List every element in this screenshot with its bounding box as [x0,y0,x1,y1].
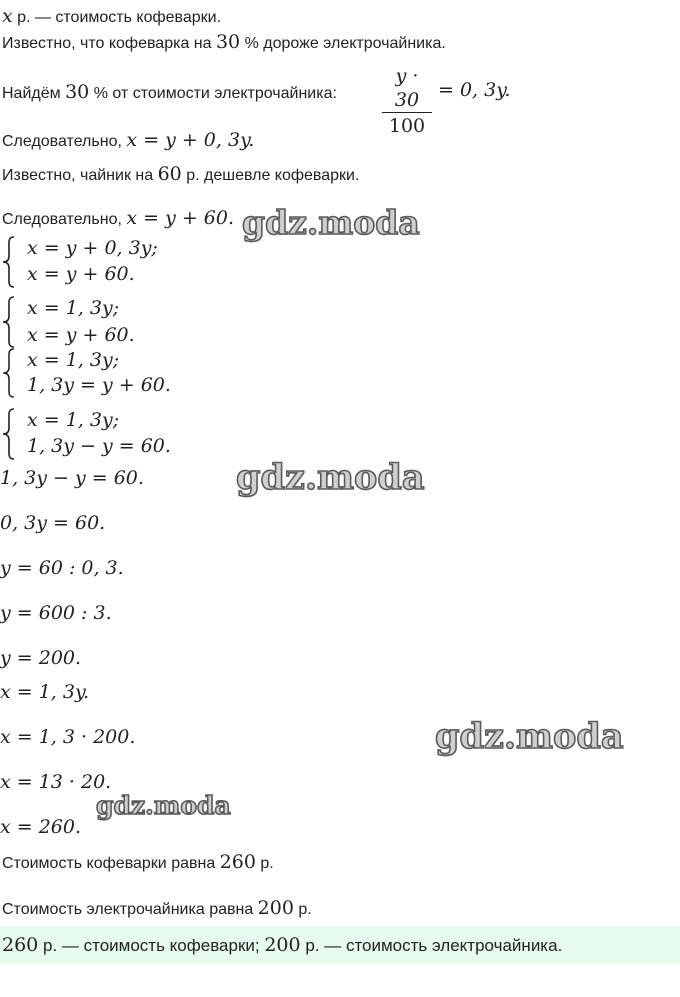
step-line: y = 200. [0,647,82,669]
answer-text-2: р. — стоимость электрочайника. [300,936,563,955]
system-4-eq-1: x = 1, 3y; [27,409,120,431]
conclusion-kettle-a: Стоимость электрочайника равна [2,901,258,918]
conclusion-coffee-b: р. [255,855,274,872]
fraction-result-text: = 0, 3y. [438,79,511,101]
watermark-logo: gdz.moda [435,716,624,757]
brace-icon [2,348,16,398]
system-4-eq-2: 1, 3y − y = 60. [27,435,171,457]
step-line: x = 13 · 20. [0,771,112,793]
intro-line-6-math: x = y + 60. [126,207,235,229]
answer-text-1: р. — стоимость кофеварки; [38,936,265,955]
brace-icon [2,236,16,288]
conclusion-coffee [2,852,274,874]
intro-line-3-b: % от стоимости электрочайника: [89,85,337,102]
fraction-result [438,80,510,102]
step-line: y = 60 : 0, 3. [0,557,124,579]
step-line: 0, 3y = 60. [0,512,106,534]
brace-icon [2,408,16,460]
intro-line-3 [2,82,337,104]
intro-line-5-num: 60 [157,163,182,185]
watermark-logo: gdz.moda [236,457,425,498]
brace-icon [2,296,16,348]
intro-line-3-num: 30 [65,81,90,103]
intro-line-6-text: Следовательно, [2,211,127,228]
intro-line-2 [2,32,446,54]
var-x: x [2,5,13,27]
intro-line-4 [2,130,254,152]
answer-num-2: 200 [264,934,301,956]
conclusion-coffee-num: 260 [219,851,256,873]
intro-line-5-b: р. дешевле кофеварки. [181,167,360,184]
answer-num-1: 260 [2,934,39,956]
system-3-eq-2: 1, 3y = y + 60. [27,374,171,396]
answer-text [2,934,562,957]
intro-line-5-a: Известно, чайник на [2,167,158,184]
watermark-logo: gdz.moda [96,791,231,820]
intro-line-5 [2,164,359,186]
conclusion-kettle [2,898,312,920]
conclusion-kettle-num: 200 [257,897,294,919]
conclusion-kettle-b: р. [293,901,312,918]
system-1-eq-2: x = y + 60. [27,263,135,285]
step-line: 1, 3y − y = 60. [0,467,144,489]
intro-line-6 [2,208,234,230]
step-line: x = 1, 3 · 200. [0,726,136,748]
intro-line-2-num: 30 [215,31,241,53]
intro-line-4-text: Следовательно, [2,133,127,150]
conclusion-coffee-a: Стоимость кофеварки равна [2,855,220,872]
system-3-eq-1: x = 1, 3y; [27,349,120,371]
answer-box [0,926,680,964]
intro-line-4-math: x = y + 0, 3y. [126,129,255,151]
fraction [381,64,433,139]
system-2-eq-1: x = 1, 3y; [27,297,120,319]
intro-line-2-a: Известно, что кофеварка на [2,35,216,52]
intro-line-3-a: Найдём [2,85,66,102]
fraction-denominator: 100 [388,115,426,137]
step-line: x = 260. [0,816,82,838]
step-line: x = 1, 3y. [0,681,90,703]
intro-line-1-text: р. — стоимость кофеварки. [12,9,222,26]
intro-line-1 [2,6,221,28]
fraction-numerator: y · 30 [394,65,420,111]
step-line: y = 600 : 3. [0,602,112,624]
intro-line-2-b: % дороже электрочайника. [240,35,446,52]
system-2-eq-2: x = y + 60. [27,324,135,346]
system-1-eq-1: x = y + 0, 3y; [27,237,158,259]
watermark-logo: gdz.moda [242,203,420,242]
